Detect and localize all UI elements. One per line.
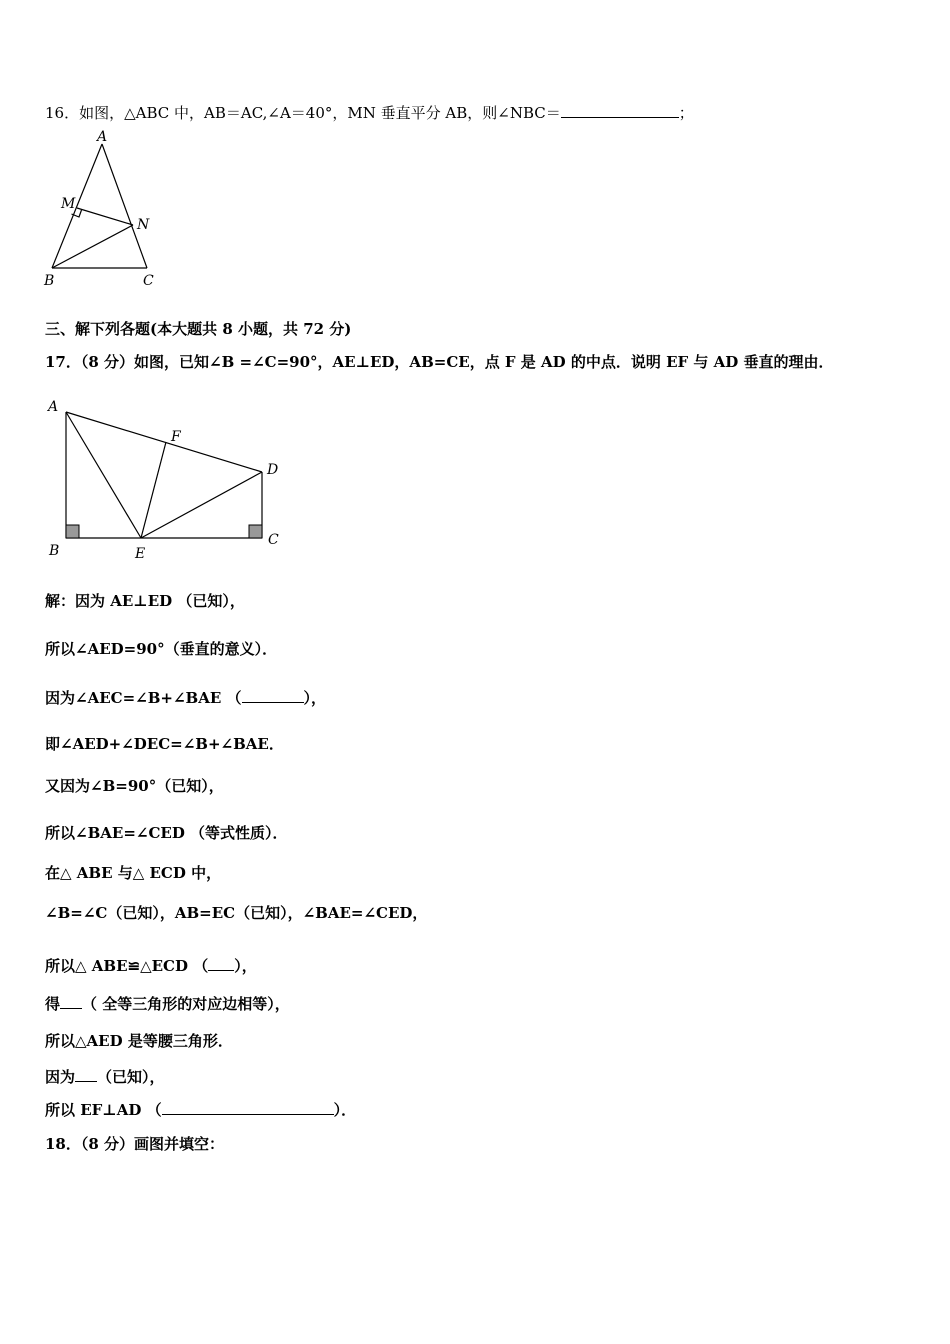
segment-ad [66,412,262,472]
solution-line-7: 在△ ABE 与△ ECD 中， [45,864,222,882]
label-c: C [143,273,154,289]
solution-line-4: 即∠AED+∠DEC=∠B+∠BAE． [45,735,284,753]
solution-line-12: 因为 （已知）， [45,1068,165,1086]
label-f: F [171,429,181,445]
question-18-text: 18．（8 分）画图并填空： [45,1135,225,1153]
answer-blank-reason-2[interactable] [208,955,234,971]
answer-blank-midpoint[interactable] [75,1066,97,1082]
solution-line-13: 所以 EF⊥AD （ ）． [45,1101,357,1119]
solution-line-9: 所以△ ABE≌△ECD （ ）， [45,957,257,975]
solution-line-10: 得 （ 全等三角形的对应边相等）， [45,995,290,1013]
segment-ac [102,144,147,268]
answer-blank-equal-sides[interactable] [60,993,82,1009]
label-m: M [61,196,76,212]
answer-blank-reason-1[interactable] [242,687,304,703]
right-angle-mark-c [249,525,262,538]
solution-line-11: 所以△AED 是等腰三角形． [45,1032,233,1050]
segment-bn [52,225,133,268]
solution-line-6: 所以∠BAE=∠CED （等式性质）． [45,824,288,842]
label-a: A [97,129,108,145]
section-3-heading: 三、解下列各题(本大题共 8 小题，共 72 分) [45,320,352,338]
label-c: C [268,532,279,548]
segment-ef [141,442,166,538]
label-b: B [44,273,55,289]
segment-mn [77,208,133,225]
question-16-tail: ； [678,104,694,122]
right-angle-mark-b [66,525,79,538]
label-e: E [135,546,146,562]
segment-de [141,472,262,538]
quadrilateral-figure [40,395,290,565]
triangle-abc-figure [40,128,170,293]
question-16 [45,102,694,123]
label-a: A [48,399,59,415]
answer-blank-16[interactable] [561,102,679,118]
solution-line-5: 又因为∠B=90°（已知）， [45,777,224,795]
answer-blank-reason-3[interactable] [162,1099,334,1115]
question-17-text: 17．（8 分）如图，已知∠B =∠C=90°，AE⊥ED，AB=CE，点 F 是 AD 的中点．说明 EF 与 AD 垂直的理由． [45,353,834,371]
solution-line-2: 所以∠AED=90°（垂直的意义）． [45,640,278,658]
solution-line-1: 解：因为 AE⊥ED （已知）， [45,592,245,610]
question-16-text: 16．如图，△ABC 中，AB＝AC,∠A＝40°，MN 垂直平分 AB，则∠NBC＝ [45,104,561,122]
label-d: D [267,462,279,478]
label-n: N [137,217,150,233]
solution-line-3: 因为∠AEC=∠B+∠BAE （ ）， [45,689,327,707]
segment-ab [52,144,102,268]
solution-line-8: ∠B=∠C（已知），AB=EC（已知），∠BAE=∠CED， [45,904,428,922]
label-b: B [49,543,60,559]
